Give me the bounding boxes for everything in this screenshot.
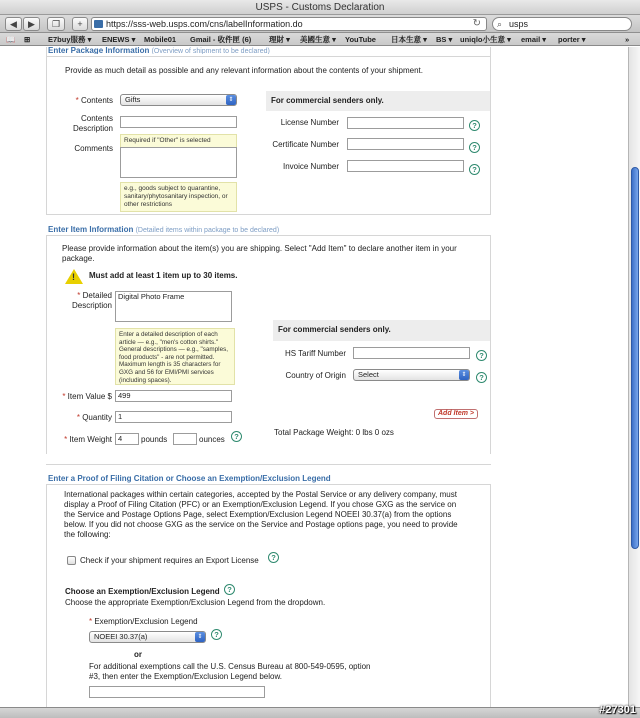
- address-bar[interactable]: [91, 17, 487, 31]
- item-section-title: [48, 225, 279, 234]
- bookmark-item[interactable]: 美國生意 ▾: [300, 35, 336, 44]
- item-warning: Must add at least 1 item up to 30 items.: [89, 271, 238, 280]
- country-of-origin-select[interactable]: [353, 369, 470, 381]
- select-arrow-icon: ⇕: [195, 632, 205, 642]
- divider: [46, 484, 491, 485]
- legend-label: * Exemption/Exclusion Legend: [89, 617, 198, 626]
- bookmark-item[interactable]: BS ▾: [436, 35, 453, 44]
- item-section: [46, 235, 491, 454]
- hs-tariff-input[interactable]: [353, 347, 470, 359]
- help-icon[interactable]: ?: [476, 350, 487, 361]
- item-weight-label-text: Item Weight: [69, 435, 112, 444]
- legend-label-text: Exemption/Exclusion Legend: [94, 617, 198, 626]
- choose-legend-text: Choose the appropriate Exemption/Exclusion Legend from the dropdown.: [65, 598, 326, 607]
- tabs-button[interactable]: [47, 17, 65, 31]
- window-title: USPS - Customs Declaration: [255, 2, 385, 13]
- quantity-input[interactable]: [115, 411, 232, 423]
- item-value-value: 499: [118, 391, 131, 400]
- package-title-text: Enter Package Information: [48, 47, 150, 54]
- search-field[interactable]: [492, 17, 632, 31]
- legend-value: NOEEI 30.37(a): [94, 632, 148, 641]
- ounces-label: ounces: [199, 435, 225, 444]
- divider: [46, 235, 491, 236]
- help-icon[interactable]: ?: [469, 120, 480, 131]
- filing-intro: International packages within certain categories, accepted by the Postal Service or any delivery company, must display a Proof of Filing Citation (PFC) or an Exemption/Exclusion Legend. If you chose GXG as the service on the Service and Postage Options Page, select Exemption/Exclusion Legend NOEEI 30.37(a) from the options below. If you did not choose GXG as the service on the Service and Postage options page, you need to provide the following:: [64, 490, 458, 539]
- package-subtitle-text: (Overview of shipment to be declared): [151, 48, 270, 54]
- select-arrow-icon: ⇕: [226, 95, 236, 105]
- forward-button[interactable]: [23, 17, 40, 31]
- bookmark-item[interactable]: YouTube: [345, 35, 376, 44]
- item-subtitle-text: (Detailed items within package to be declared): [135, 227, 280, 234]
- bookmark-item[interactable]: email ▾: [521, 35, 547, 44]
- bookmark-item[interactable]: E7buy服務 ▾: [48, 35, 92, 44]
- add-bookmark-button[interactable]: [72, 17, 88, 31]
- select-arrow-icon: ⇕: [459, 370, 469, 380]
- window-title-bar: [0, 0, 640, 15]
- comments-textarea[interactable]: [120, 147, 237, 178]
- detailed-label-line1: Detailed: [82, 291, 112, 300]
- country-value: Select: [358, 370, 379, 379]
- browser-toolbar: [0, 15, 640, 33]
- tab-overview-icon: ❐: [51, 19, 61, 29]
- additional-exemptions-text: For additional exemptions call the U.S. Census Bureau at 800-549-0595, option #3, then enter the Exemption/Exclusion Legend below.: [89, 662, 371, 681]
- help-icon[interactable]: ?: [224, 584, 235, 595]
- divider: [46, 214, 491, 215]
- quantity-label-text: Quantity: [82, 413, 112, 422]
- bookmark-item[interactable]: 日本生意 ▾: [391, 35, 427, 44]
- country-of-origin-label: Country of Origin: [285, 371, 346, 380]
- hs-tariff-label: HS Tariff Number: [284, 349, 346, 358]
- contents-value: Gifts: [125, 95, 141, 104]
- contents-description-note: Required if "Other" is selected: [120, 134, 237, 148]
- detailed-description-value: Digital Photo Frame: [118, 292, 185, 301]
- search-icon: ⌕: [497, 19, 503, 29]
- choose-legend-heading: Choose an Exemption/Exclusion Legend: [65, 587, 220, 596]
- bookmark-item[interactable]: uniqlo小生意 ▾: [460, 35, 511, 44]
- commercial-header: For commercial senders only.: [266, 91, 490, 111]
- bookmark-item[interactable]: porter ▾: [558, 35, 586, 44]
- site-favicon-icon: [94, 20, 103, 28]
- help-icon[interactable]: ?: [268, 552, 279, 563]
- help-icon[interactable]: ?: [231, 431, 242, 442]
- weight-pounds-input[interactable]: [115, 433, 139, 445]
- contents-label-text: Contents: [80, 96, 113, 105]
- export-license-checkbox[interactable]: [67, 556, 76, 565]
- certificate-number-label: Certificate Number: [272, 140, 339, 149]
- bookmarks-overflow-icon[interactable]: »: [625, 35, 630, 44]
- additional-legend-input[interactable]: [89, 686, 265, 698]
- contents-description-label: Contents Description: [72, 114, 113, 133]
- item-value-label-text: Item Value $: [67, 392, 112, 401]
- package-section-title: [48, 47, 270, 54]
- reload-icon[interactable]: ↻: [472, 18, 481, 29]
- grid-icon[interactable]: ⊞: [24, 35, 31, 44]
- help-icon[interactable]: ?: [476, 372, 487, 383]
- certificate-number-input[interactable]: [347, 138, 464, 150]
- or-separator: or: [134, 650, 142, 659]
- warning-icon: !: [65, 269, 83, 284]
- back-arrow-icon: ◀: [10, 19, 17, 29]
- license-number-input[interactable]: [347, 117, 464, 129]
- item-title-text: Enter Item Information: [48, 225, 134, 234]
- export-license-label: Check if your shipment requires an Export License: [80, 556, 259, 565]
- bookmarks-book-icon[interactable]: 📖: [6, 35, 16, 44]
- invoice-number-label: Invoice Number: [282, 162, 339, 171]
- bookmark-item[interactable]: Mobile01: [144, 35, 177, 44]
- status-bar: [0, 707, 640, 718]
- package-intro: Provide as much detail as possible and any relevant information about the contents of your shipment.: [65, 66, 423, 75]
- item-value-input[interactable]: [115, 390, 232, 402]
- detailed-label-line2: Description: [71, 301, 112, 310]
- weight-ounces-input[interactable]: [173, 433, 197, 445]
- detailed-description-label: * Detailed Description: [71, 291, 112, 310]
- total-package-weight: Total Package Weight: 0 lbs 0 ozs: [274, 428, 394, 437]
- bookmark-item[interactable]: ENEWS ▾: [102, 35, 136, 44]
- detailed-description-textarea[interactable]: [115, 291, 232, 322]
- divider: [46, 464, 491, 465]
- page-viewport: [0, 47, 628, 707]
- back-button[interactable]: [5, 17, 22, 31]
- license-number-label: License Number: [280, 118, 339, 127]
- item-weight-label: * Item Weight: [64, 435, 112, 444]
- bookmark-item[interactable]: 理財 ▾: [269, 35, 290, 44]
- forward-arrow-icon: ▶: [28, 19, 35, 29]
- bookmark-item[interactable]: Gmail - 收件匣 (6): [190, 35, 252, 44]
- weight-pounds-value: 4: [118, 434, 123, 443]
- contents-label: * Contents: [75, 96, 113, 105]
- quantity-label: * Quantity: [76, 413, 112, 422]
- help-icon[interactable]: ?: [469, 164, 480, 175]
- pounds-label: pounds: [141, 435, 168, 444]
- comments-note: e.g., goods subject to quarantine, sanitary/phytosanitary inspection, or other restrictions: [120, 182, 237, 212]
- url-text: https://sss-web.usps.com/cns/labelInformation.do: [106, 19, 303, 29]
- divider: [46, 56, 491, 57]
- quantity-value: 1: [118, 412, 123, 421]
- add-item-button[interactable]: Add Item >: [434, 409, 478, 419]
- detailed-description-note: Enter a detailed description of each article — e.g., "men's cotton shirts." General descriptions — e.g., "samples, food products" - are not permitted. Maximum length is 35 characters for GXG and 56 for EMI/PMI services (including spaces).: [115, 328, 235, 385]
- vertical-scrollbar[interactable]: [628, 47, 640, 707]
- item-commercial-header: For commercial senders only.: [273, 320, 490, 341]
- search-value: usps: [509, 19, 529, 29]
- plus-icon: +: [77, 19, 83, 29]
- help-icon[interactable]: ?: [469, 142, 480, 153]
- help-icon[interactable]: ?: [211, 629, 222, 640]
- item-value-label: * Item Value $: [62, 392, 112, 401]
- bookmarks-bar: [0, 33, 640, 46]
- contents-select[interactable]: [120, 94, 237, 106]
- comments-label: Comments: [74, 144, 113, 153]
- filing-section-title: Enter a Proof of Filing Citation or Choose an Exemption/Exclusion Legend: [48, 474, 331, 483]
- contents-description-input[interactable]: [120, 116, 237, 128]
- watermark-text: #27301: [599, 704, 636, 716]
- legend-select[interactable]: [89, 631, 206, 643]
- scrollbar-thumb[interactable]: [631, 167, 639, 549]
- invoice-number-input[interactable]: [347, 160, 464, 172]
- item-intro: Please provide information about the item(s) you are shipping. Select "Add Item" to declare another item in your package.: [62, 244, 457, 263]
